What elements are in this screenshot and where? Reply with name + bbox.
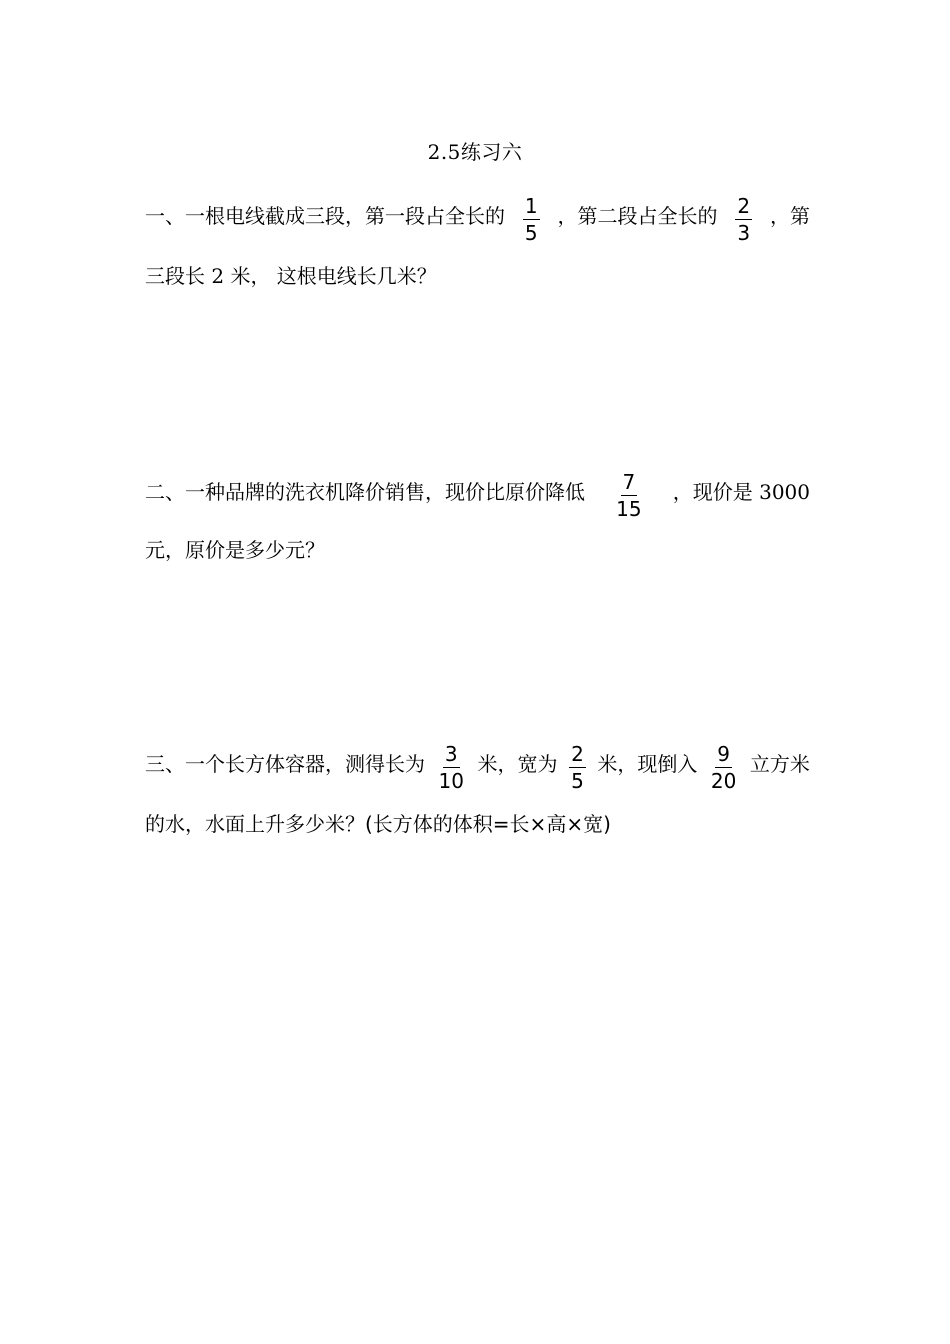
question-2-text-a: 二、一种品牌的洗衣机降价销售，现价比原价降低 — [145, 480, 585, 504]
fraction-denominator: 15 — [616, 497, 642, 521]
fraction-denominator: 10 — [438, 769, 464, 793]
question-1-text-c: ，第 — [769, 204, 810, 228]
question-3-fraction-1 — [437, 742, 466, 793]
page-title: 2.5练习六 — [427, 140, 523, 164]
question-2-line-1 — [145, 470, 810, 531]
fraction-denominator: 5 — [571, 769, 584, 793]
question-3-text-a: 三、一个长方体容器，测得长为 — [145, 752, 425, 776]
question-1-text-b: ，第二段占全长的 — [557, 204, 718, 228]
question-1-fraction-2 — [735, 194, 752, 245]
fraction-numerator: 9 — [717, 742, 731, 766]
question-3-text-c: 米，现倒入 — [597, 752, 698, 776]
fraction-numerator: 1 — [524, 194, 538, 218]
question-3-fraction-2 — [569, 742, 586, 793]
question-2-text-b: ，现价是 3000 — [672, 480, 810, 504]
question-1-line-1 — [145, 194, 810, 255]
question-1-text-a: 一、一根电线截成三段，第一段占全长的 — [145, 204, 505, 228]
fraction-denominator: 5 — [524, 221, 538, 245]
fraction-numerator: 2 — [737, 194, 751, 218]
question-3-text-d: 立方米 — [749, 752, 810, 776]
question-1-fraction-1 — [523, 194, 540, 245]
question-3-text-b: 米，宽为 — [477, 752, 558, 776]
question-2-line-2: 元，原价是多少元？ — [145, 538, 325, 562]
fraction-numerator: 7 — [622, 470, 636, 494]
question-3-line-2 — [145, 810, 810, 838]
fraction-denominator: 3 — [737, 221, 751, 245]
question-2-fraction-1 — [614, 470, 643, 521]
volume-formula: (长方体的体积=长×高×宽) — [365, 812, 611, 836]
question-3-fraction-3 — [709, 742, 738, 793]
question-3-line-1 — [145, 742, 810, 803]
question-1-line-2: 三段长 2 米， 这根电线长几米？ — [145, 264, 437, 288]
question-3-text-e: 的水，水面上升多少米？ — [145, 812, 365, 836]
fraction-denominator: 20 — [710, 769, 737, 793]
fraction-numerator: 3 — [444, 742, 458, 766]
fraction-numerator: 2 — [571, 742, 584, 766]
